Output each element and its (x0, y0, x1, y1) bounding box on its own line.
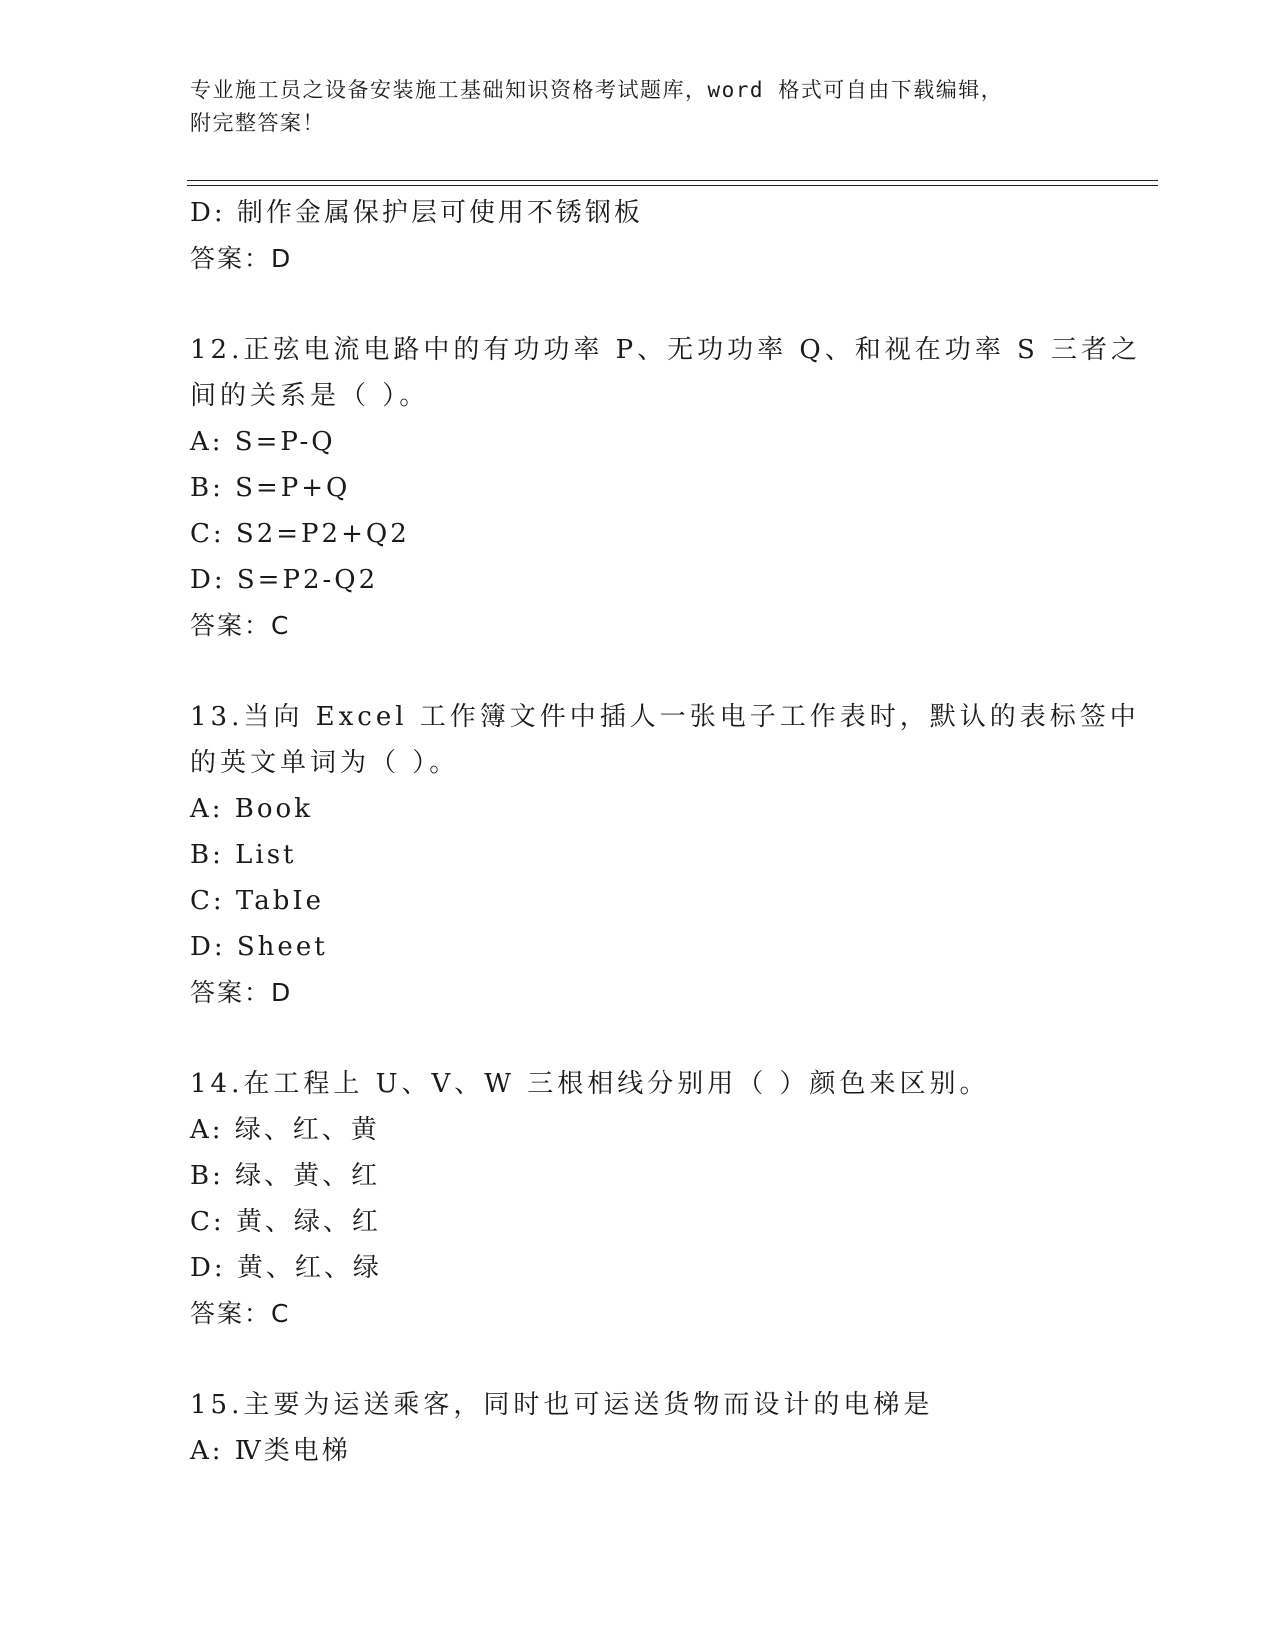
answer-line: 答案：C (190, 1299, 291, 1328)
header-line-2: 附完整答案！ (190, 111, 325, 135)
option-a: A: 绿、红、黄 (190, 1115, 380, 1145)
spacer (190, 282, 1090, 327)
question-stem: 12.正弦电流电路中的有功功率 P、无功功率 Q、和视在功率 S 三者之 (190, 335, 1142, 365)
header-line-1: 专业施工员之设备安装施工基础知识资格考试题库，word 格式可自由下载编辑， (190, 78, 1004, 102)
header-divider-top (187, 180, 1158, 181)
question-13 (190, 694, 1140, 1016)
spacer (190, 1337, 1090, 1382)
document-header (190, 74, 1070, 140)
option-d: D: 黄、红、绿 (190, 1253, 382, 1283)
question-stem: 15.主要为运送乘客，同时也可运送货物而设计的电梯是 (190, 1390, 934, 1420)
answer-line: 答案：D (190, 978, 293, 1007)
option-c: C: S2=P2+Q2 (190, 519, 410, 549)
answer-line: 答案：D (190, 244, 293, 273)
option-b: B: 绿、黄、红 (190, 1161, 381, 1191)
question-11-tail (190, 190, 1090, 282)
option-b: B: S=P+Q (190, 473, 351, 503)
option-a: A: S=P-Q (190, 427, 336, 457)
option-d: D: Sheet (190, 932, 328, 962)
option-a: A: Book (190, 794, 313, 824)
question-12 (190, 327, 1142, 649)
question-stem-continued: 的英文单词为（ ）。 (190, 748, 460, 778)
option-c: C: TabIe (190, 886, 325, 916)
question-stem: 13.当向 Excel 工作簿文件中插人一张电子工作表时，默认的表标签中 (190, 702, 1140, 732)
spacer (190, 649, 1090, 694)
question-stem-continued: 间的关系是（ ）。 (190, 381, 430, 411)
answer-line: 答案：C (190, 611, 291, 640)
header-divider-bottom (187, 185, 1158, 186)
question-list (190, 190, 1142, 1474)
option-d: D: 制作金属保护层可使用不锈钢板 (190, 198, 643, 228)
option-b: B: List (190, 840, 297, 870)
option-d: D: S=P2-Q2 (190, 565, 379, 595)
question-14 (190, 1061, 1090, 1337)
option-c: C: 黄、绿、红 (190, 1207, 381, 1237)
option-a: A: Ⅳ类电梯 (190, 1436, 351, 1466)
spacer (190, 1016, 1090, 1061)
question-15 (190, 1382, 1090, 1474)
question-stem: 14.在工程上 U、V、W 三根相线分别用（ ）颜色来区别。 (190, 1069, 990, 1099)
